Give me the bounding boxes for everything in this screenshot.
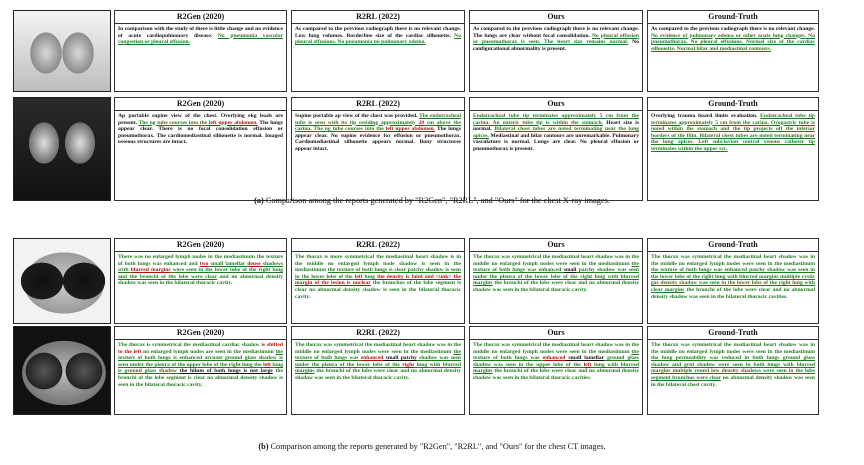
report-segment: lung with blurred margins bbox=[473, 361, 639, 375]
report-segment: the bronchus of the lobe segment is clear no abnormal density shadow is seen in the bilateral thoracic cavity. bbox=[295, 280, 461, 300]
report-segment: small lamellar bbox=[565, 355, 605, 362]
report-segment: There was no enlarged lymph nodes in the mediastinum the texture of both lungs was enhanced and bbox=[118, 254, 283, 267]
report-text bbox=[473, 26, 639, 89]
report-segment: As compared to the previous radiograph there is no relevant change. The lungs are clear without focal consolidation. bbox=[473, 26, 639, 39]
report-segment: lung with blurred margins bbox=[295, 361, 461, 375]
report-cell bbox=[469, 326, 643, 415]
report-segment: left bbox=[263, 361, 271, 368]
report-cell bbox=[291, 326, 465, 415]
report-text bbox=[118, 342, 283, 412]
report-segment: Mediastinal and hilar contours are unremarkable. Pulmonary vasculature is normal. Lungs are clear. No pleural effusion or pneumothorax is present. bbox=[473, 132, 639, 152]
report-segment: the bronchi of the lobe were clear and no abnormal density shadow was seen in the bilateral thoracic cavity. bbox=[473, 280, 639, 293]
report-cell bbox=[647, 326, 819, 415]
report-segment: two bbox=[199, 260, 209, 267]
report-cell-title: Ours bbox=[470, 11, 642, 24]
report-text bbox=[651, 254, 815, 321]
report-segment: and no abnormal density shadow was seen in the bilateral thoracic cavity. bbox=[118, 273, 283, 287]
report-text bbox=[295, 254, 461, 321]
report-cell-title: Ground-Truth bbox=[648, 98, 818, 111]
report-segment: small lamellar bbox=[208, 260, 248, 267]
report-cell-title: R2Gen (2020) bbox=[115, 239, 286, 252]
report-segment: enhanced bbox=[542, 355, 566, 362]
chest-ct-image bbox=[13, 238, 111, 324]
report-segment: lung is ground glass shadow bbox=[118, 361, 283, 375]
report-cell-title: Ground-Truth bbox=[648, 239, 818, 252]
report-text bbox=[118, 113, 283, 198]
report-segment: the texture of both lungs was bbox=[295, 348, 461, 362]
caption-label: (b) bbox=[258, 442, 269, 451]
report-segment: The thorax was symmetrical the mediastinal heart shadow was in the middle no enlarged lymph nodes were seen in the mediastinum bbox=[473, 254, 639, 267]
report-segment: Endotracheal tube tip terminates approximately 5 cm from the carina. Orogastric tube is noted within the stomach and the tip projects off the inferior borders of the film. Bilateral chest tubes are noted terminating near the lung apices. Left subclavian central venous catheter tip terminates within the upper svc. bbox=[651, 113, 815, 152]
report-segment: The thorax is symmetrical the mediastinal cardiac shadow bbox=[118, 342, 262, 348]
report-segment: No pleural effusion or pneumothorax is seen. The heart size remains normal. bbox=[473, 32, 639, 46]
report-cell bbox=[647, 238, 819, 324]
report-text bbox=[295, 26, 461, 89]
report-segment: shadows with bbox=[118, 260, 283, 274]
report-segment: 28 bbox=[418, 119, 425, 126]
report-segment: No configurational abnormality is present. bbox=[473, 39, 639, 52]
report-cell bbox=[114, 10, 287, 92]
report-segment: the texture of both lungs was bbox=[473, 348, 639, 362]
report-segment: The thorax was symmetrical the mediastinal heart shadow was in the middle no enlarged lymph nodes were seen in the mediastinum bbox=[651, 254, 815, 267]
report-cell-title: R2RL (2022) bbox=[292, 98, 464, 111]
report-cell-title: R2Gen (2020) bbox=[115, 98, 286, 111]
report-cell bbox=[647, 10, 819, 92]
report-text bbox=[118, 26, 283, 89]
report-segment: The lungs appear clear. There is no focal consolidation effusion or pneumothorax. The cardiomediastinal silhouette is normal. Imaged osseous structures are intact. bbox=[118, 119, 283, 146]
report-text bbox=[473, 254, 639, 321]
report-segment: the texture of both lungs is enhanced arcuate ground glass shadow is seen under the pleura of the upper lobe of the right lung the bbox=[118, 348, 283, 368]
report-segment: No evidence of pulmonary edema or other acute lung changes. No pneumothorax. No pleural effusions. Normal size of the cardiac silhouette. Normal hilar and mediastinal contours. bbox=[651, 32, 815, 52]
figure-caption bbox=[0, 196, 864, 205]
report-segment: No pleural effusions. No pneumonia no pulmonary edema. bbox=[295, 32, 461, 46]
report-segment: the density is faint and <unk> the margin of the lesion is unclear bbox=[295, 273, 461, 287]
report-segment: lung bbox=[362, 273, 378, 280]
report-cell bbox=[469, 238, 643, 324]
report-text bbox=[295, 342, 461, 412]
report-cell-title: R2RL (2022) bbox=[292, 239, 464, 252]
report-segment: Endotracheal tube tip terminates approximately 5 cm from the carina. An enteric tube tip is within the stomach. bbox=[473, 113, 639, 126]
report-segment: small bbox=[563, 267, 577, 274]
report-segment: cm above the carina. The ng tube courses into the bbox=[295, 119, 461, 133]
report-cell bbox=[114, 238, 287, 324]
report-segment: Supine portable ap view of the chest was provided. bbox=[295, 113, 419, 119]
figure-caption bbox=[0, 442, 864, 451]
report-segment: As compared to the previous radiograph there is no relevant change. Low lung volumes. Borderline size of the cardiac silhouette. bbox=[295, 26, 461, 39]
report-text bbox=[473, 342, 639, 412]
report-segment: The thorax was symmetrical the mediastinal heart shadow was in the middle no enlarged lymph nodes were seen in the mediastinum bbox=[473, 342, 639, 355]
report-cell bbox=[469, 97, 643, 201]
caption-text: Comparison among the reports generated by "R2Gen", "R2RL", and "Ours" for the chest CT images. bbox=[268, 442, 606, 451]
report-cell bbox=[291, 97, 465, 201]
report-segment: the bronchi of the lobe were clear and no abnormal density shadow was seen in the bilateral thoracic cavities. bbox=[473, 368, 639, 381]
report-text bbox=[651, 113, 815, 198]
report-cell-title: R2RL (2022) bbox=[292, 327, 464, 340]
report-segment: the bronchi of the lobe were clear and no abnormal density shadow was seen in the bilateral thoracic cavity. bbox=[295, 368, 461, 381]
report-cell bbox=[469, 10, 643, 92]
report-segment: small patchy bbox=[383, 355, 417, 362]
report-segment: right bbox=[402, 361, 415, 368]
report-text bbox=[651, 342, 815, 412]
report-segment: the bronchi of the lobe were clear and no abnormal density shadow was seen in the bilateral thoracic cavities. bbox=[651, 286, 815, 300]
report-segment: Heart size is normal. bbox=[473, 119, 639, 133]
report-segment: blurred margins bbox=[130, 267, 171, 274]
report-segment: left upper abdomen. bbox=[208, 119, 258, 126]
chest-xray-image bbox=[13, 10, 111, 92]
chest-ct-image bbox=[13, 326, 111, 415]
report-segment: the lung permeability was reduced in both lungs ground glass shadow and grid shadow were seen in both lungs with blurred margins multiple round low density shadows were seen in the lobe segment bronchus were clear bbox=[651, 355, 815, 381]
report-cell-title: R2RL (2022) bbox=[292, 11, 464, 24]
report-cell bbox=[647, 97, 819, 201]
report-cell-title: Ours bbox=[470, 327, 642, 340]
report-cell bbox=[291, 10, 465, 92]
report-segment: were seen in the lower lobe of the right lung and the bronchi of the lobe were clear bbox=[118, 267, 284, 280]
caption-text: Comparison among the reports generated by "R2Gen", "R2RL", and "Ours" for the chest X-ray images. bbox=[263, 196, 610, 205]
report-segment: the texture of both lungs was enhanced bbox=[473, 260, 639, 274]
report-segment: The thorax was symmetrical the mediastinal heart shadow was in the middle no enlarged lymph nodes were seen in the mediastinum bbox=[295, 342, 461, 355]
report-segment: left bbox=[583, 361, 592, 368]
report-segment: In comparison with the study of there is little change and no evidence of acute cardiopulmonary disease. bbox=[118, 26, 283, 39]
caption-label: (a) bbox=[254, 196, 264, 205]
report-segment: the texture of both lungs is clear patchy shadow is seen in the lower lobe of the bbox=[295, 267, 461, 280]
report-segment: left bbox=[354, 273, 363, 280]
report-cell-title: Ours bbox=[470, 239, 642, 252]
report-cell-title: R2Gen (2020) bbox=[115, 327, 286, 340]
report-segment: The thorax was symmetrical the mediastinal heart shadow was in the middle no enlarged lymph nodes were seen in the mediastinum bbox=[651, 342, 815, 355]
report-segment: patchy shadow was seen under the pleura of the lower lobe of the right lung with blurred margins bbox=[473, 267, 639, 287]
report-segment: no abnormal density shadow was seen in the bilateral chest cavity. bbox=[651, 374, 815, 388]
report-cell-title: Ground-Truth bbox=[648, 327, 818, 340]
report-text bbox=[651, 26, 815, 89]
report-segment: Overlying trauma board limits evaluation. bbox=[651, 113, 761, 119]
report-segment: The thorax is more symmetrical the mediastinal heart shadow is in the middle no enlarged lymph node shadow is seen in the mediastinum bbox=[295, 254, 461, 274]
report-segment: ground glass shadow was seen in the upper lobe of the bbox=[473, 355, 639, 368]
report-cell bbox=[114, 97, 287, 201]
report-text bbox=[295, 113, 461, 198]
report-segment: As compared to the previous radiograph there is no relevant change. bbox=[651, 26, 815, 32]
chest-xray-image bbox=[13, 97, 111, 201]
report-text bbox=[473, 113, 639, 198]
report-segment: Bilateral chest tubes are noted terminating near the lung apices. bbox=[473, 126, 639, 139]
report-segment: shadow was seen under the pleura of the lower lobe of the bbox=[295, 355, 461, 368]
report-segment: no enlarged lymph nodes are seen in the mediastinum bbox=[141, 348, 276, 355]
report-cell-title: R2Gen (2020) bbox=[115, 11, 286, 24]
report-segment: The endotracheal tube is seen with its tip residing approximately bbox=[295, 113, 462, 126]
report-segment: No pneumonia vascular congestion or pleural effusion. bbox=[118, 32, 283, 46]
report-segment: left upper abdomen. bbox=[385, 126, 436, 133]
report-cell bbox=[291, 238, 465, 324]
report-segment: The lungs appear clear. No supine evidence for effusion or pneumothorax. Cardiomediastinal silhouette appears normal. Bony structures appear intact. bbox=[295, 126, 461, 152]
report-segment: the bronchi of the lobe segment is clear no abnormal density shadow is seen in the bilateral thoracic cavity. bbox=[118, 368, 283, 388]
report-cell bbox=[114, 326, 287, 415]
report-cell-title: Ground-Truth bbox=[648, 11, 818, 24]
report-segment: dense bbox=[247, 260, 261, 267]
report-segment: is shifted to the left bbox=[118, 342, 283, 355]
report-segment: The ng tube courses into the bbox=[138, 119, 209, 126]
report-text bbox=[118, 254, 283, 321]
report-segment: the hilum of both lungs is not large bbox=[179, 368, 273, 375]
report-segment: enhanced bbox=[360, 355, 384, 362]
report-segment: Ap portable supine view of the chest. Overlying ekg leads are present. bbox=[118, 113, 283, 126]
report-segment: the texture of both lungs was enhanced patchy shadow was seen in the lower lobe of the right lung with blurred margins multiple cystic gas density shadow was seen in the lower lobe of the right lung with clear margins bbox=[651, 267, 815, 293]
report-cell-title: Ours bbox=[470, 98, 642, 111]
